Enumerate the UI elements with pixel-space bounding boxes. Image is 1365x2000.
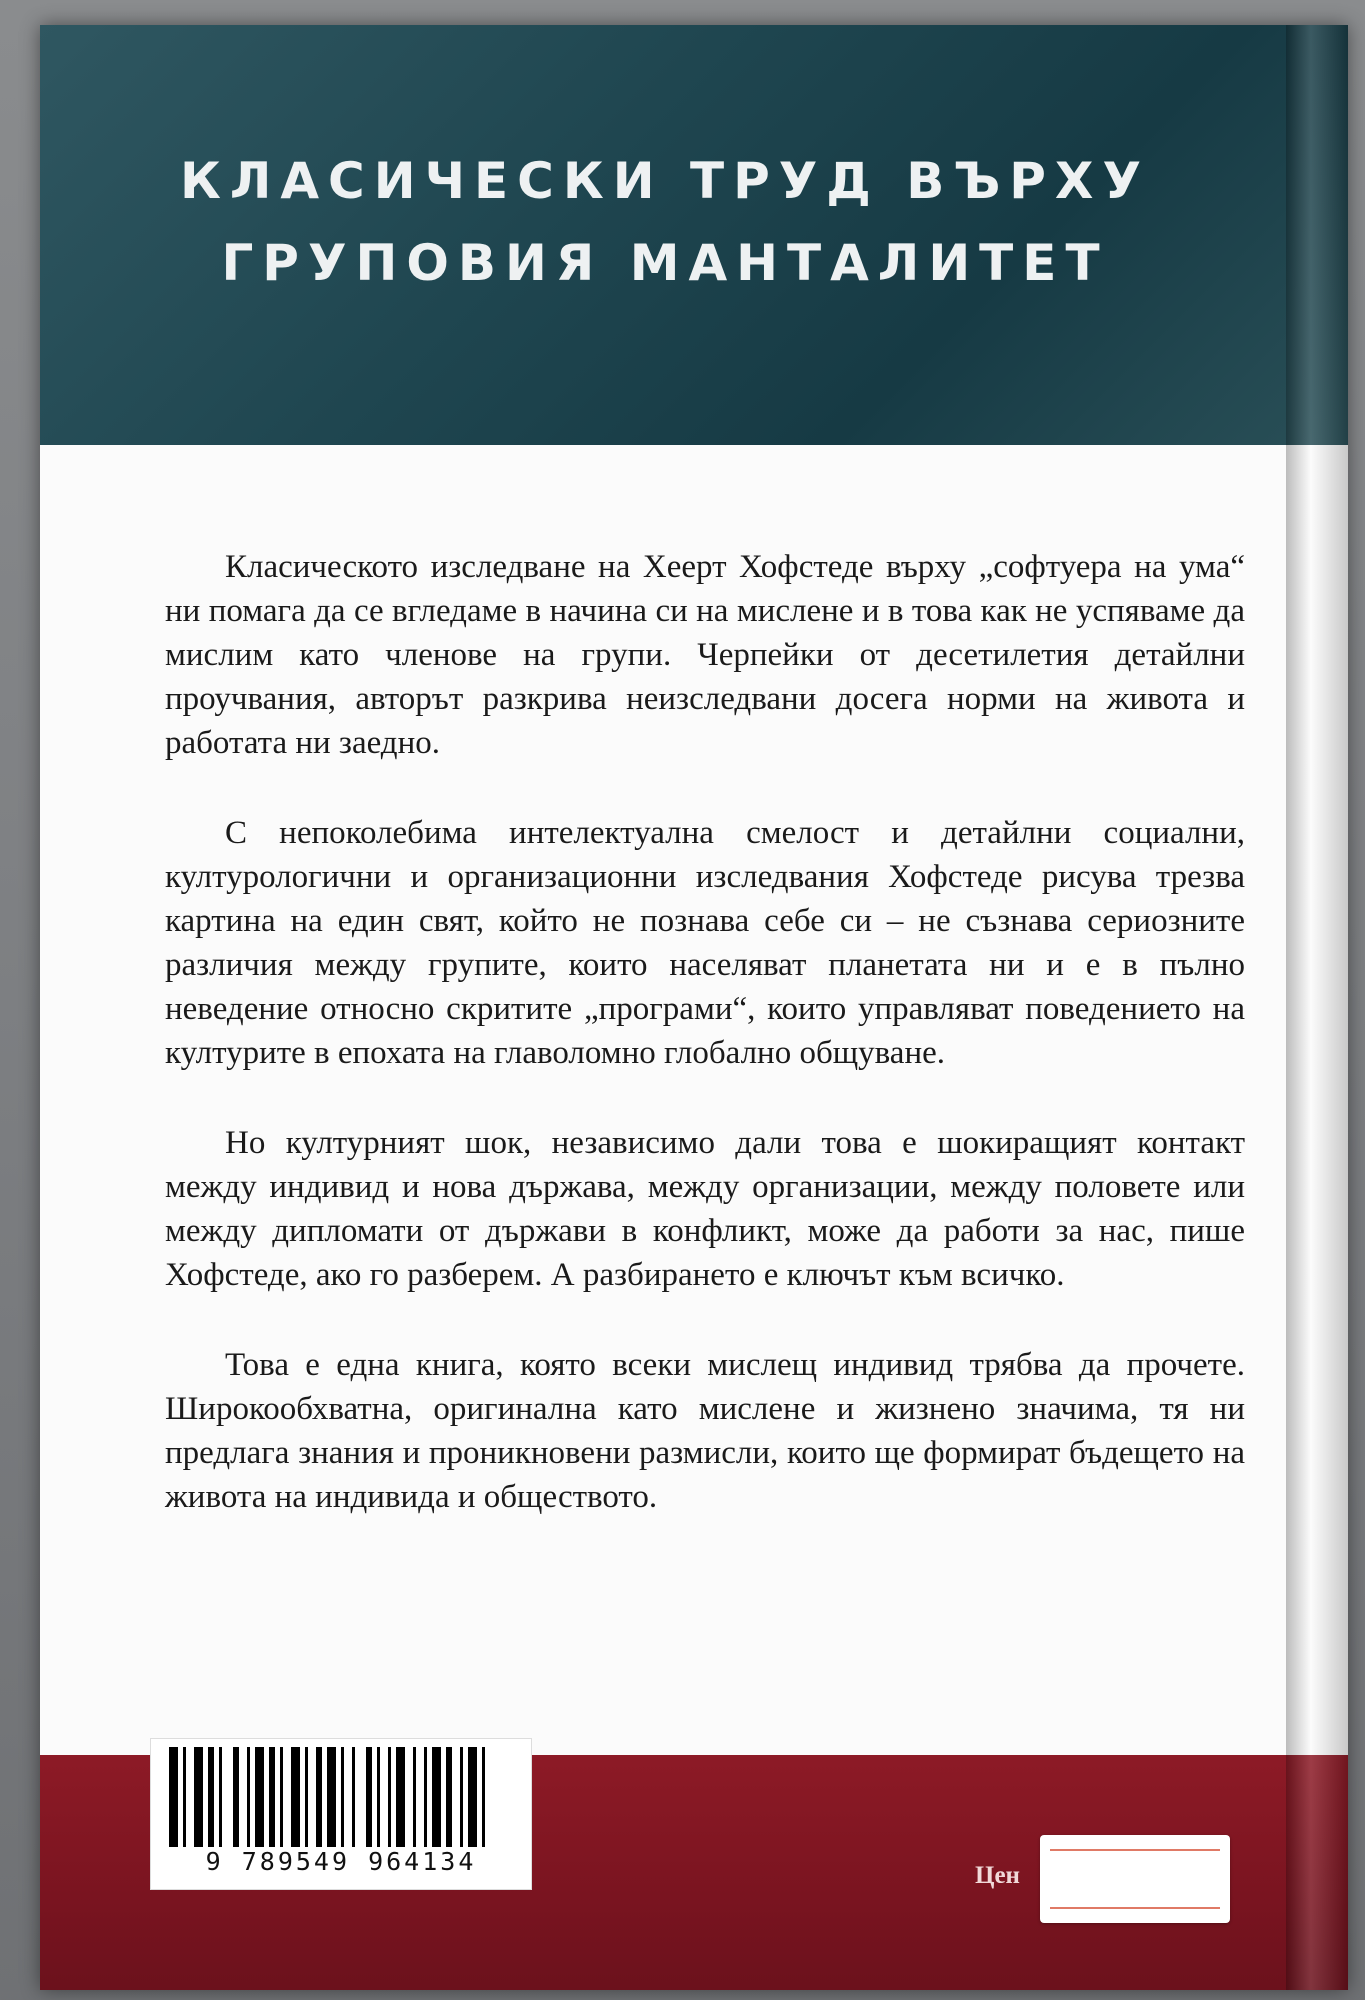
barcode-bar — [208, 1747, 214, 1847]
isbn-barcode — [150, 1738, 532, 1890]
book-spine — [1286, 25, 1348, 1990]
cover-headline — [40, 140, 1290, 304]
barcode-bar — [468, 1747, 477, 1847]
price-sticker — [1040, 1835, 1230, 1923]
barcode-bar — [169, 1747, 178, 1847]
blurb-paragraph-1: Класическото изследване на Хеерт Хофстеде върху „софтуера на ума“ ни помага да се вгледаме в начина си на мислене и в това как не успяваме да мислим като членове на групи. Черпейки от десетилетия детайлни проучвания, авторът разкрива неизследвани досега норми на живота и работата ни заедно. — [165, 549, 1245, 761]
barcode-bar — [255, 1747, 264, 1847]
barcode-bar — [482, 1747, 485, 1847]
barcode-bar — [413, 1747, 416, 1847]
sticker-line-top — [1050, 1849, 1220, 1851]
barcode-bar — [432, 1747, 441, 1847]
barcode-bar — [316, 1747, 322, 1847]
barcode-bar — [280, 1747, 283, 1847]
price-label: Цен — [975, 1862, 1020, 1889]
barcode-bar — [291, 1747, 300, 1847]
barcode-bar — [388, 1747, 391, 1847]
barcode-bar — [305, 1747, 308, 1847]
barcode-bar — [341, 1747, 344, 1847]
barcode-bars — [169, 1747, 509, 1847]
sticker-line-bottom — [1050, 1907, 1220, 1909]
blurb-text — [165, 545, 1245, 1565]
blurb-paragraph-3: Но културният шок, независимо дали това е шокиращият контакт между индивид и нова държава, между организации, между половете или между дипломати от държави в конфликт, може да работи за нас, пише Хофстеде, ако го разберем. А разбирането е ключът към всичко. — [165, 1125, 1245, 1293]
barcode-bar — [269, 1747, 275, 1847]
barcode-bar — [424, 1747, 427, 1847]
barcode-bar — [377, 1747, 380, 1847]
barcode-number: 9 789549 964134 — [205, 1847, 477, 1876]
book-back-cover — [40, 25, 1348, 1990]
barcode-bar — [247, 1747, 250, 1847]
barcode-bar — [183, 1747, 186, 1847]
blurb-paragraph-4: Това е една книга, която всеки мислещ индивид трябва да прочете. Широкообхватна, оригинална като мислене и жизнено значима, тя ни предлага знания и проникновени размисли, които ще формират бъдещето на живота на индивида и обществото. — [165, 1347, 1245, 1515]
headline-line-2: ГРУПОВИЯ МАНТАЛИТЕТ — [221, 234, 1109, 292]
barcode-bar — [366, 1747, 372, 1847]
blurb-paragraph-2: С непоколебима интелектуална смелост и детайлни социални, културологични и организационни изследвания Хофстеде рисува трезва картина на един свят, който не познава себе си – не съзнава сериозните различия между групите, които населяват планетата ни и е в пълно неведение относно скритите „програми“, които управляват поведението на културите в епохата на главоломно глобално общуване. — [165, 815, 1245, 1071]
barcode-bar — [352, 1747, 355, 1847]
barcode-bar — [233, 1747, 239, 1847]
barcode-bar — [460, 1747, 463, 1847]
headline-line-1: КЛАСИЧЕСКИ ТРУД ВЪРХУ — [179, 152, 1151, 210]
barcode-bar — [396, 1747, 405, 1847]
barcode-bar — [327, 1747, 336, 1847]
barcode-bar — [194, 1747, 203, 1847]
barcode-bar — [446, 1747, 452, 1847]
barcode-bar — [219, 1747, 222, 1847]
